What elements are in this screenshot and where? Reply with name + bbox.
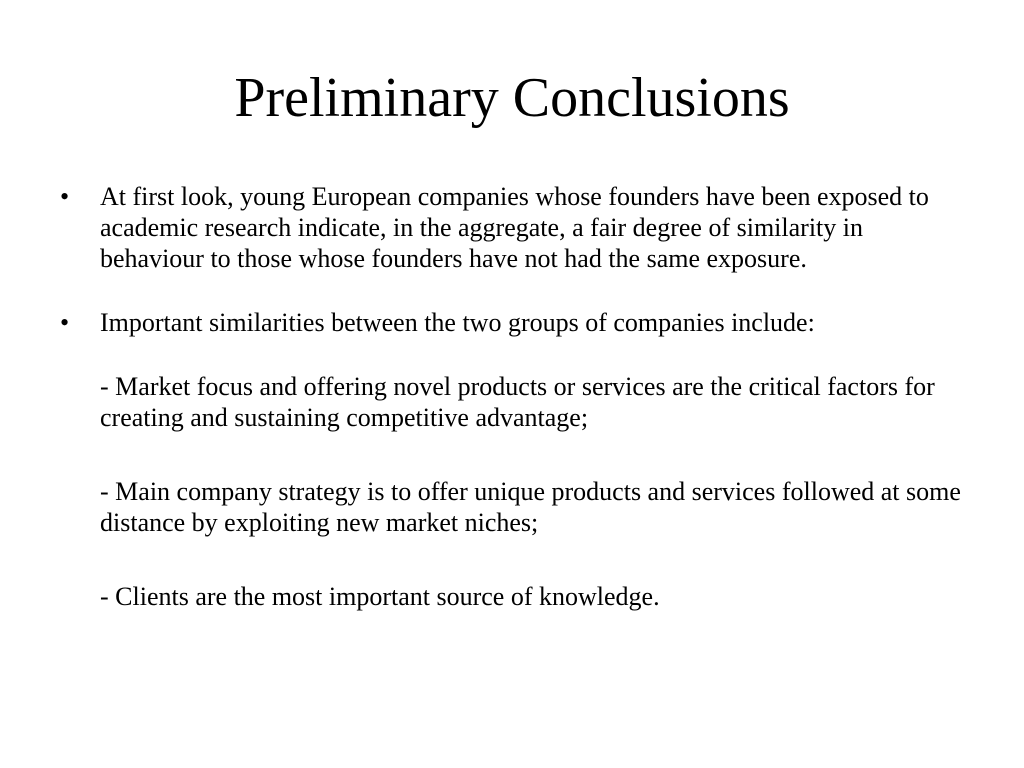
bullet-dot: • xyxy=(60,182,70,211)
bullet-item xyxy=(60,181,970,274)
slide-title: Preliminary Conclusions xyxy=(234,67,790,129)
sub-item: - Main company strategy is to offer unique products and services followed at some distance by exploiting new market niches; xyxy=(100,477,961,537)
bullet-text: Important similarities between the two groups of companies include: xyxy=(100,308,815,337)
slide-body xyxy=(60,181,970,612)
sub-item: - Market focus and offering novel products or services are the critical factors for creating and sustaining competitive advantage; xyxy=(100,372,935,432)
sub-item: - Clients are the most important source of knowledge. xyxy=(100,582,660,611)
bullet-text: At first look, young European companies whose founders have been exposed to academic research indicate, in the aggregate, a fair degree of similarity in behaviour to those whose founders have not had the same exposure. xyxy=(100,182,929,273)
bullet-dot: • xyxy=(60,308,70,337)
bullet-item xyxy=(60,307,970,338)
